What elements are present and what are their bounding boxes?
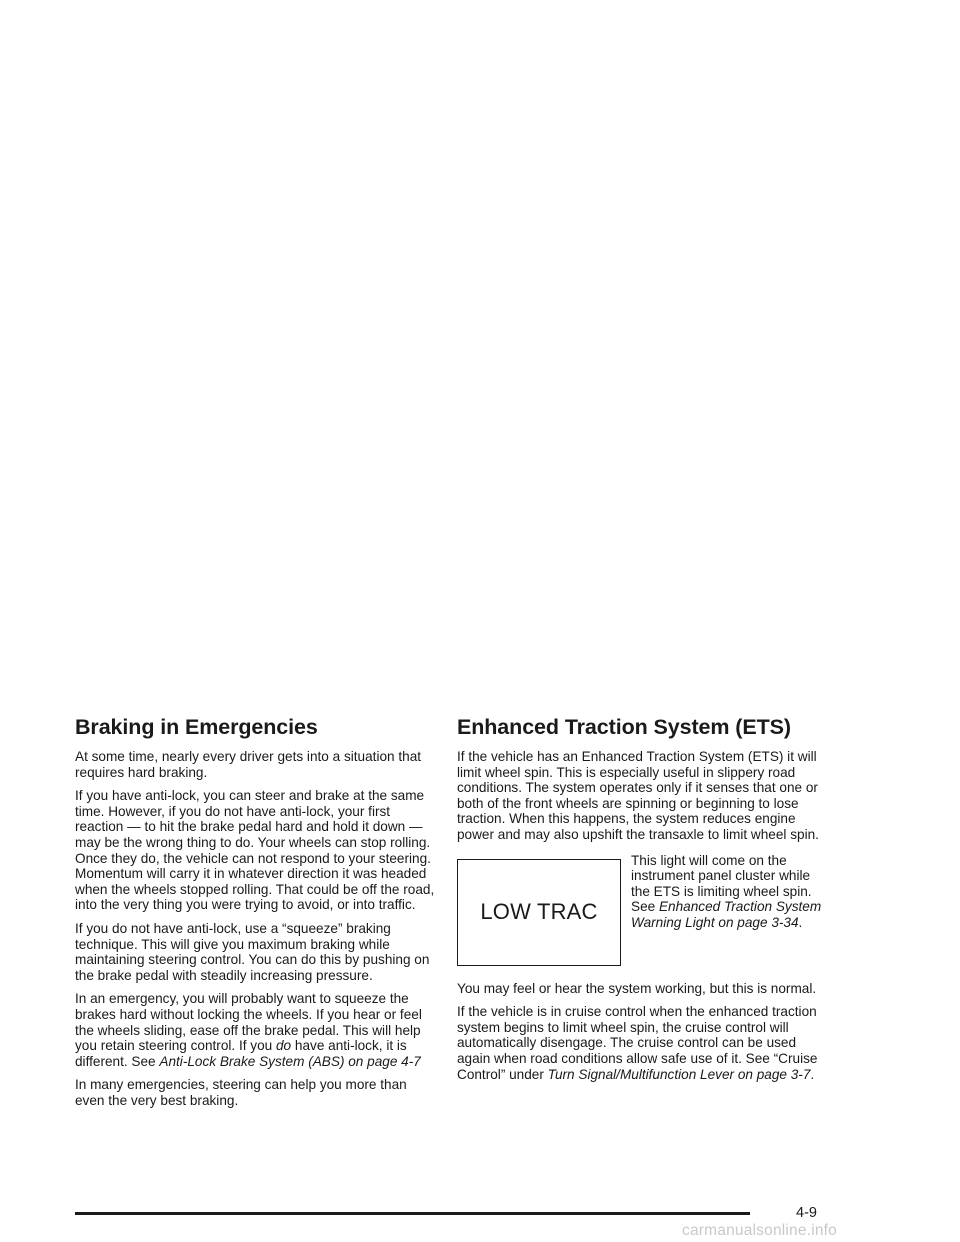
ets-heading: Enhanced Traction System (ETS) bbox=[457, 715, 791, 739]
left-column bbox=[75, 714, 437, 1116]
footer-rule bbox=[75, 1212, 750, 1215]
paragraph: You may feel or hear the system working, but this is normal. bbox=[457, 980, 817, 996]
page-number: 4-9 bbox=[796, 1205, 817, 1221]
paragraph: If you have anti-lock, you can steer and brake at the same time. However, if you do not have anti-lock, your first reaction — to hit the brake pedal hard and hold it down — may be the wrong thing to do. Your wheels can stop rolling. Once they do, the vehicle can not respond to your steering. Momentum will carry it in whatever direction it was headed when the wheels stopped rolling. That could be off the road, into the very thing you were trying to avoid, or into traffic. bbox=[75, 788, 435, 913]
indicator-figure bbox=[457, 852, 829, 973]
paragraph: If the vehicle is in cruise control when the enhanced traction system begins to limit wheel spin, the cruise control will automatically disengage. The cruise control can be used again when road conditions allow safe use of it. See “Cruise Control” under Turn Signal/Multifunction Lever on page 3-7. bbox=[457, 1004, 818, 1082]
braking-emergencies-heading: Braking in Emergencies bbox=[75, 715, 318, 739]
indicator-description: This light will come on the instrument panel cluster while the ETS is limiting wheel spin. See Enhanced Traction System Warning Light on page 3-34. bbox=[631, 852, 822, 930]
turn-signal-page-reference: Turn Signal/Multifunction Lever on page 3-7 bbox=[547, 1066, 811, 1082]
paragraph: If you do not have anti-lock, use a “squeeze” braking technique. This will give you maximum braking while maintaining steering control. You can do this by pushing on the brake pedal with steadily increasing pressure. bbox=[75, 920, 430, 983]
right-column bbox=[457, 714, 829, 1090]
low-trac-label: LOW TRAC bbox=[480, 899, 598, 925]
paragraph: In an emergency, you will probably want to squeeze the brakes hard without locking the wheels. If you hear or feel the wheels sliding, ease off the brake pedal. This will help you retain steering control. If you do have anti-lock, it is different. See Anti-Lock Brake System (ABS) on page 4-7 bbox=[75, 991, 422, 1069]
abs-page-reference: Anti-Lock Brake System (ABS) on page 4-7 bbox=[159, 1053, 421, 1069]
paragraph: At some time, nearly every driver gets into a situation that requires hard braking. bbox=[75, 749, 422, 780]
paragraph: In many emergencies, steering can help you more than even the very best braking. bbox=[75, 1077, 407, 1108]
low-trac-indicator-icon bbox=[457, 859, 621, 966]
watermark: carmanualsonline.info bbox=[682, 1222, 837, 1239]
warning-light-page-reference: Enhanced Traction System Warning Light on page 3-34 bbox=[631, 899, 822, 930]
paragraph: If the vehicle has an Enhanced Traction System (ETS) it will limit wheel spin. This is especially useful in slippery road conditions. The system operates only if it senses that one or both of the front wheels are spinning or beginning to lose traction. When this happens, the system reduces engine power and may also upshift the transaxle to limit wheel spin. bbox=[457, 749, 819, 842]
